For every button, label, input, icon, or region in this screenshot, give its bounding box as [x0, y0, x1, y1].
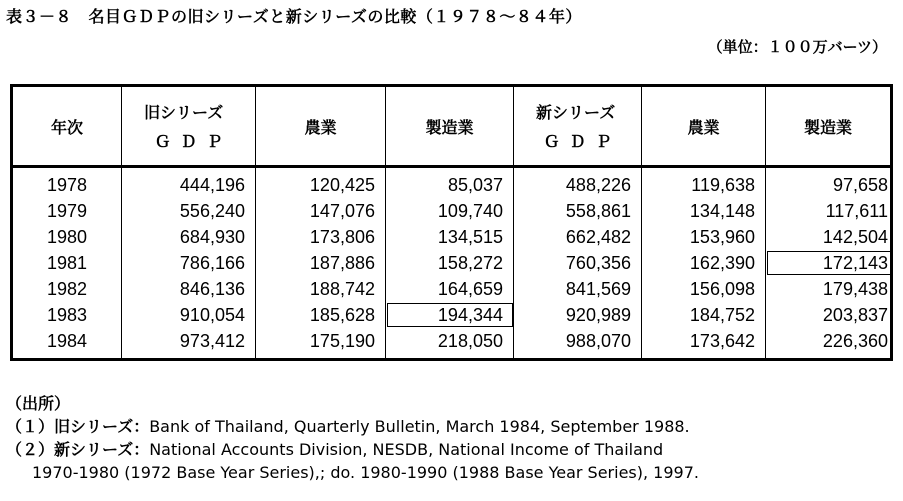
cell-old-gdp: 973,412	[122, 328, 256, 360]
cell-old-gdp: 910,054	[122, 302, 256, 328]
source-2-label: （２）新シリーズ：	[6, 440, 150, 459]
cell-new-agriculture: 173,642	[642, 328, 766, 360]
table-row	[12, 328, 892, 360]
cell-new-manufacturing: 203,837	[766, 302, 892, 328]
cell-new-agriculture: 184,752	[642, 302, 766, 328]
cell-new-manufacturing: 97,658	[766, 167, 892, 199]
header-old-agriculture: 農業	[256, 86, 386, 167]
cell-old-agriculture: 185,628	[256, 302, 386, 328]
table-row	[12, 302, 892, 328]
cell-old-agriculture: 120,425	[256, 167, 386, 199]
cell-new-manufacturing-highlighted: 172,143	[766, 250, 892, 276]
header-year: 年次	[12, 86, 122, 167]
table-row	[12, 198, 892, 224]
cell-old-gdp: 556,240	[122, 198, 256, 224]
source-1-label: （１）旧シリーズ：	[6, 417, 150, 436]
cell-new-agriculture: 134,148	[642, 198, 766, 224]
header-old-gdp: 旧シリーズ ＧＤＰ	[122, 86, 256, 167]
cell-new-gdp: 920,989	[514, 302, 642, 328]
cell-new-gdp: 988,070	[514, 328, 642, 360]
source-2-continued: 1970-1980 (1972 Base Year Series),; do. 1980-1990 (1988 Base Year Series), 1997.	[32, 463, 699, 482]
cell-year: 1982	[12, 276, 122, 302]
cell-old-manufacturing: 218,050	[386, 328, 514, 360]
source-2-text: National Accounts Division, NESDB, National Income of Thailand	[149, 440, 664, 459]
cell-old-manufacturing-highlighted: 194,344	[386, 302, 514, 328]
cell-old-agriculture: 188,742	[256, 276, 386, 302]
cell-new-agriculture: 153,960	[642, 224, 766, 250]
cell-year: 1984	[12, 328, 122, 360]
cell-old-manufacturing: 158,272	[386, 250, 514, 276]
header-new-agriculture: 農業	[642, 86, 766, 167]
table-row	[12, 167, 892, 199]
unit-label: （単位：１００万バーツ）	[707, 38, 887, 56]
cell-old-agriculture: 147,076	[256, 198, 386, 224]
source-1	[6, 415, 699, 438]
cell-new-manufacturing: 226,360	[766, 328, 892, 360]
cell-old-manufacturing: 164,659	[386, 276, 514, 302]
cell-new-manufacturing: 179,438	[766, 276, 892, 302]
cell-new-agriculture: 119,638	[642, 167, 766, 199]
cell-new-agriculture: 162,390	[642, 250, 766, 276]
cell-new-gdp: 558,861	[514, 198, 642, 224]
cell-year: 1978	[12, 167, 122, 199]
header-new-gdp: 新シリーズ ＧＤＰ	[514, 86, 642, 167]
cell-old-agriculture: 187,886	[256, 250, 386, 276]
cell-new-manufacturing: 142,504	[766, 224, 892, 250]
cell-year: 1980	[12, 224, 122, 250]
gdp-comparison-table	[10, 84, 893, 361]
table-row	[12, 250, 892, 276]
source-2	[6, 438, 699, 461]
sources-section	[6, 392, 699, 484]
cell-new-gdp: 841,569	[514, 276, 642, 302]
cell-new-gdp: 488,226	[514, 167, 642, 199]
data-table-container	[10, 84, 890, 361]
source-1-text: Bank of Thailand, Quarterly Bulletin, March 1984, September 1988.	[149, 417, 690, 436]
header-new-manufacturing: 製造業	[766, 86, 892, 167]
header-row	[12, 86, 892, 167]
cell-old-manufacturing: 134,515	[386, 224, 514, 250]
cell-new-manufacturing: 117,611	[766, 198, 892, 224]
cell-new-agriculture: 156,098	[642, 276, 766, 302]
table-row	[12, 224, 892, 250]
cell-old-gdp: 684,930	[122, 224, 256, 250]
cell-old-agriculture: 173,806	[256, 224, 386, 250]
header-old-manufacturing: 製造業	[386, 86, 514, 167]
cell-old-gdp: 786,166	[122, 250, 256, 276]
cell-old-manufacturing: 85,037	[386, 167, 514, 199]
cell-year: 1979	[12, 198, 122, 224]
cell-year: 1983	[12, 302, 122, 328]
table-title: 表３－８ 名目ＧＤＰの旧シリーズと新シリーズの比較（１９７８～８４年）	[6, 7, 582, 26]
cell-year: 1981	[12, 250, 122, 276]
table-row	[12, 276, 892, 302]
cell-new-gdp: 662,482	[514, 224, 642, 250]
cell-old-gdp: 846,136	[122, 276, 256, 302]
sources-heading: （出所）	[6, 394, 71, 413]
cell-old-manufacturing: 109,740	[386, 198, 514, 224]
cell-old-agriculture: 175,190	[256, 328, 386, 360]
cell-old-gdp: 444,196	[122, 167, 256, 199]
cell-new-gdp: 760,356	[514, 250, 642, 276]
